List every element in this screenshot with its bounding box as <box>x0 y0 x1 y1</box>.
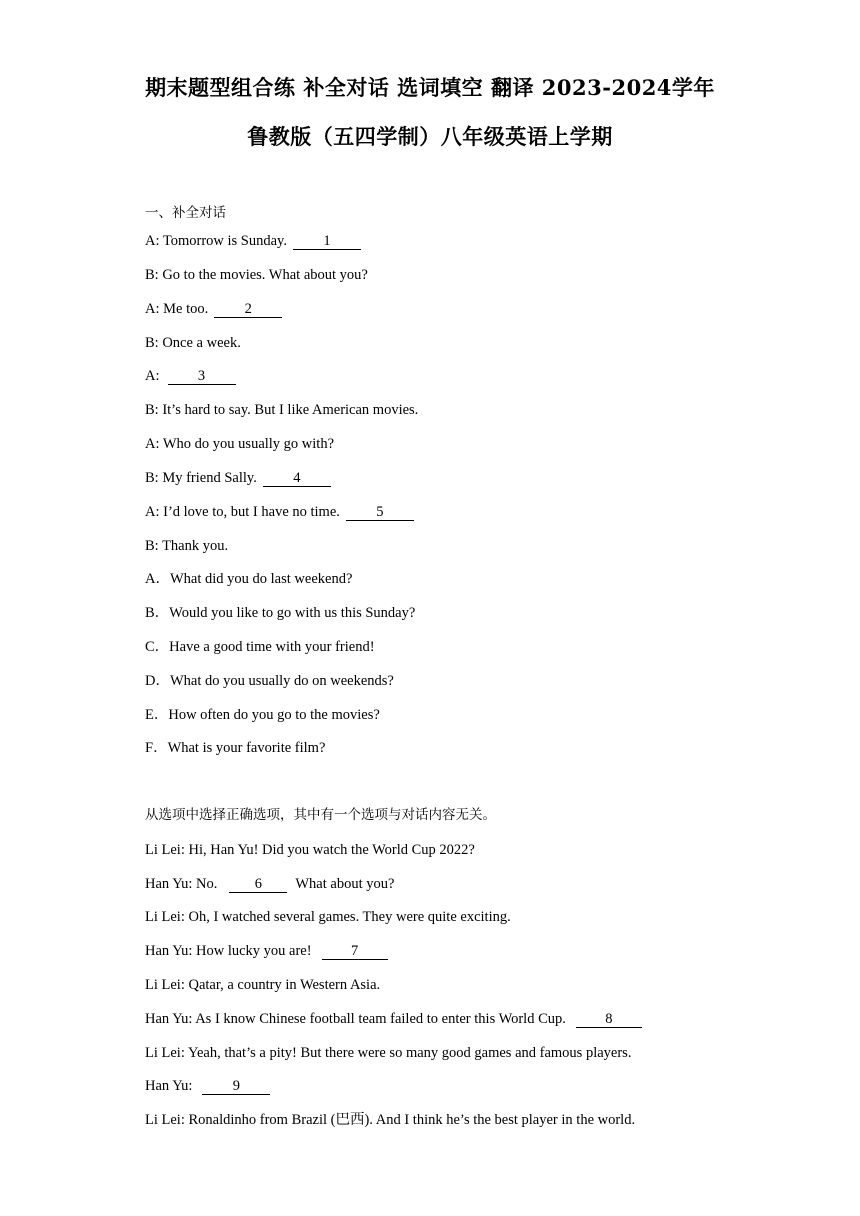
answer-blank[interactable]: 5 <box>346 505 414 521</box>
dialogue-text: B: Thank you. <box>145 538 229 554</box>
answer-blank[interactable]: 3 <box>168 369 236 385</box>
dialogue-text: What about you? <box>295 876 395 892</box>
dialogue-line <box>145 976 380 994</box>
dialogue-text: Han Yu: No. <box>145 876 218 892</box>
dialogue-text: B: My friend Sally. <box>145 470 257 486</box>
dialogue-line <box>145 1077 270 1095</box>
dialogue-text: Han Yu: <box>145 1078 193 1094</box>
section-instruction: 从选项中选择正确选项，其中有一个选项与对话内容无关。 <box>145 807 496 823</box>
dialogue-line <box>145 1111 635 1129</box>
dialogue-line <box>145 401 418 419</box>
document-title-line-2: 鲁教版（五四学制）八年级英语上学期 <box>247 124 613 149</box>
dialogue-line <box>145 435 334 453</box>
answer-blank[interactable]: 6 <box>229 877 287 893</box>
answer-blank[interactable]: 8 <box>576 1012 642 1028</box>
dialogue-text: Li Lei: Ronaldinho from Brazil (巴西). And I think he’s the best player in the world. <box>145 1112 636 1128</box>
dialogue-line <box>145 908 511 926</box>
dialogue-line <box>145 537 228 555</box>
dialogue-text: Han Yu: As I know Chinese football team failed to enter this World Cup. <box>145 1011 566 1027</box>
dialogue-text: B: Once a week. <box>145 335 241 351</box>
dialogue-text: B: It’s hard to say. But I like American movies. <box>145 402 419 418</box>
option-item: F．What is your favorite film? <box>145 740 326 756</box>
dialogue-text: A: <box>145 368 160 384</box>
dialogue-text: Li Lei: Qatar, a country in Western Asia. <box>145 977 381 993</box>
dialogue-line <box>145 841 475 859</box>
option-item: B．Would you like to go with us this Sunday? <box>145 605 416 621</box>
dialogue-line <box>145 942 388 960</box>
dialogue-line <box>145 334 241 352</box>
dialogue-text: B: Go to the movies. What about you? <box>145 267 368 283</box>
answer-blank[interactable]: 9 <box>202 1079 270 1095</box>
document-title-line-1: 期末题型组合练 补全对话 选词填空 翻译 2023-2024学年 <box>145 75 715 100</box>
dialogue-line <box>145 503 414 521</box>
dialogue-line <box>145 1010 642 1028</box>
answer-blank[interactable]: 1 <box>293 234 361 250</box>
dialogue-text: Li Lei: Hi, Han Yu! Did you watch the World Cup 2022? <box>145 842 475 858</box>
option-item: D．What do you usually do on weekends? <box>145 673 394 689</box>
dialogue-line <box>145 232 361 250</box>
answer-blank[interactable]: 4 <box>263 471 331 487</box>
dialogue-line <box>145 469 331 487</box>
dialogue-text: A: I’d love to, but I have no time. <box>145 504 340 520</box>
dialogue-text: A: Me too. <box>145 301 209 317</box>
dialogue-line <box>145 875 394 893</box>
dialogue-text: A: Who do you usually go with? <box>145 436 335 452</box>
option-item: A．What did you do last weekend? <box>145 571 353 587</box>
dialogue-line <box>145 367 236 385</box>
answer-blank[interactable]: 7 <box>322 944 388 960</box>
dialogue-text: A: Tomorrow is Sunday. <box>145 233 287 249</box>
dialogue-line <box>145 266 368 284</box>
answer-blank[interactable]: 2 <box>214 302 282 318</box>
option-item: E．How often do you go to the movies? <box>145 707 380 723</box>
dialogue-text: Li Lei: Oh, I watched several games. They were quite exciting. <box>145 909 511 925</box>
section-heading: 一、补全对话 <box>145 205 226 221</box>
dialogue-line <box>145 1044 631 1062</box>
dialogue-text: Han Yu: How lucky you are! <box>145 943 312 959</box>
option-item: C．Have a good time with your friend! <box>145 639 375 655</box>
dialogue-text: Li Lei: Yeah, that’s a pity! But there were so many good games and famous players. <box>145 1045 632 1061</box>
dialogue-line <box>145 300 282 318</box>
